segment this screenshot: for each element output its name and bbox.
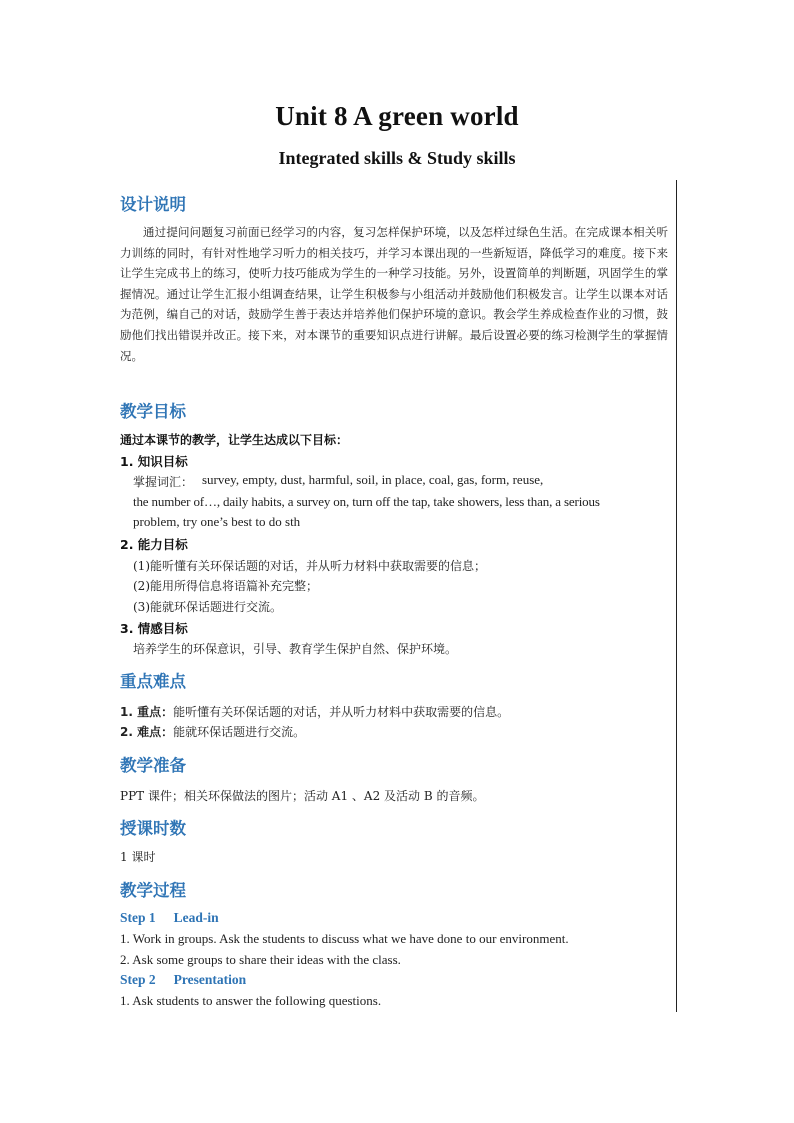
page-title: Unit 8 A green world bbox=[275, 101, 519, 131]
emotion-text: 培养学生的环保意识，引导、教育学生保护自然、保护环境。 bbox=[133, 642, 458, 656]
key-points-heading: 重点难点 bbox=[120, 672, 186, 691]
hours-heading: 授课时数 bbox=[120, 819, 186, 838]
hours-text: 1 课时 bbox=[120, 850, 156, 864]
goals-intro: 通过本课节的教学，让学生达成以下目标： bbox=[120, 433, 349, 447]
prep-heading: 教学准备 bbox=[120, 756, 186, 775]
ability-item: (3)能就环保话题进行交流。 bbox=[133, 600, 282, 614]
step-1-item: 1. Work in groups. Ask the students to discuss what we have done to our environment. bbox=[120, 931, 569, 946]
step-1-heading bbox=[120, 910, 219, 926]
step-2-title: Presentation bbox=[173, 972, 247, 987]
key-point-label: 1. 重点： bbox=[120, 705, 174, 719]
page-subtitle: Integrated skills & Study skills bbox=[278, 148, 516, 168]
prep-text: PPT 课件；相关环保做法的图片；活动 A1 、A2 及活动 B 的音频。 bbox=[120, 789, 485, 803]
phrases-line-1: the number of…, daily habits, a survey on, turn off the tap, take showers, less than, a serious bbox=[133, 494, 600, 509]
knowledge-title: 1. 知识目标 bbox=[120, 454, 188, 469]
emotion-title: 3. 情感目标 bbox=[120, 621, 188, 636]
goals-heading: 教学目标 bbox=[120, 402, 186, 421]
ability-item: (1)能听懂有关环保话题的对话，并从听力材料中获取需要的信息； bbox=[133, 559, 487, 573]
step-2-label: Step 2 bbox=[120, 972, 156, 987]
key-point-1 bbox=[120, 703, 509, 720]
step-1-title: Lead-in bbox=[173, 910, 219, 925]
design-heading: 设计说明 bbox=[120, 195, 186, 214]
phrases-line-2: problem, try one’s best to do sth bbox=[133, 514, 301, 529]
ability-title: 2. 能力目标 bbox=[120, 537, 188, 552]
margin-rule bbox=[676, 180, 677, 1012]
step-2-heading bbox=[120, 972, 246, 988]
process-heading: 教学过程 bbox=[120, 881, 186, 900]
key-point-label: 2. 难点： bbox=[120, 725, 174, 739]
key-point-text: 能就环保话题进行交流。 bbox=[173, 725, 306, 739]
vocab-words: survey, empty, dust, harmful, soil, in place, coal, gas, form, reuse, bbox=[202, 472, 544, 487]
key-point-text: 能听懂有关环保话题的对话，并从听力材料中获取需要的信息。 bbox=[173, 705, 510, 719]
key-point-2 bbox=[120, 723, 305, 740]
step-1-item: 2. Ask some groups to share their ideas with the class. bbox=[120, 952, 401, 967]
step-2-item: 1. Ask students to answer the following questions. bbox=[120, 993, 382, 1008]
design-text: 通过提问问题复习前面已经学习的内容，复习怎样保护环境，以及怎样过绿色生活。在完成课本相关听力训练的同时，有针对性地学习听力的相关技巧，并学习本课出现的一些新短语，降低学习的难度。接下来让学生完成书上的练习，使听力技巧能成为学生的一种学习技能。另外，设置简单的判断题，巩固学生的掌握情况。通过让学生汇报小组调查结果，让学生积极参与小组活动并鼓励他们积极发言。让学生以课本对话为范例，编自己的对话，鼓励学生善于表达并培养他们保护环境的意识。教会学生养成检查作业的习惯，鼓励他们找出错误并改正。接下来，对本课节的重要知识点进行讲解。最后设置必要的练习检测学生的掌握情况。 bbox=[120, 225, 668, 363]
step-1-label: Step 1 bbox=[120, 910, 156, 925]
vocab-label: 掌握词汇： bbox=[133, 475, 194, 489]
ability-item: (2)能用所得信息将语篇补充完整； bbox=[133, 579, 318, 593]
